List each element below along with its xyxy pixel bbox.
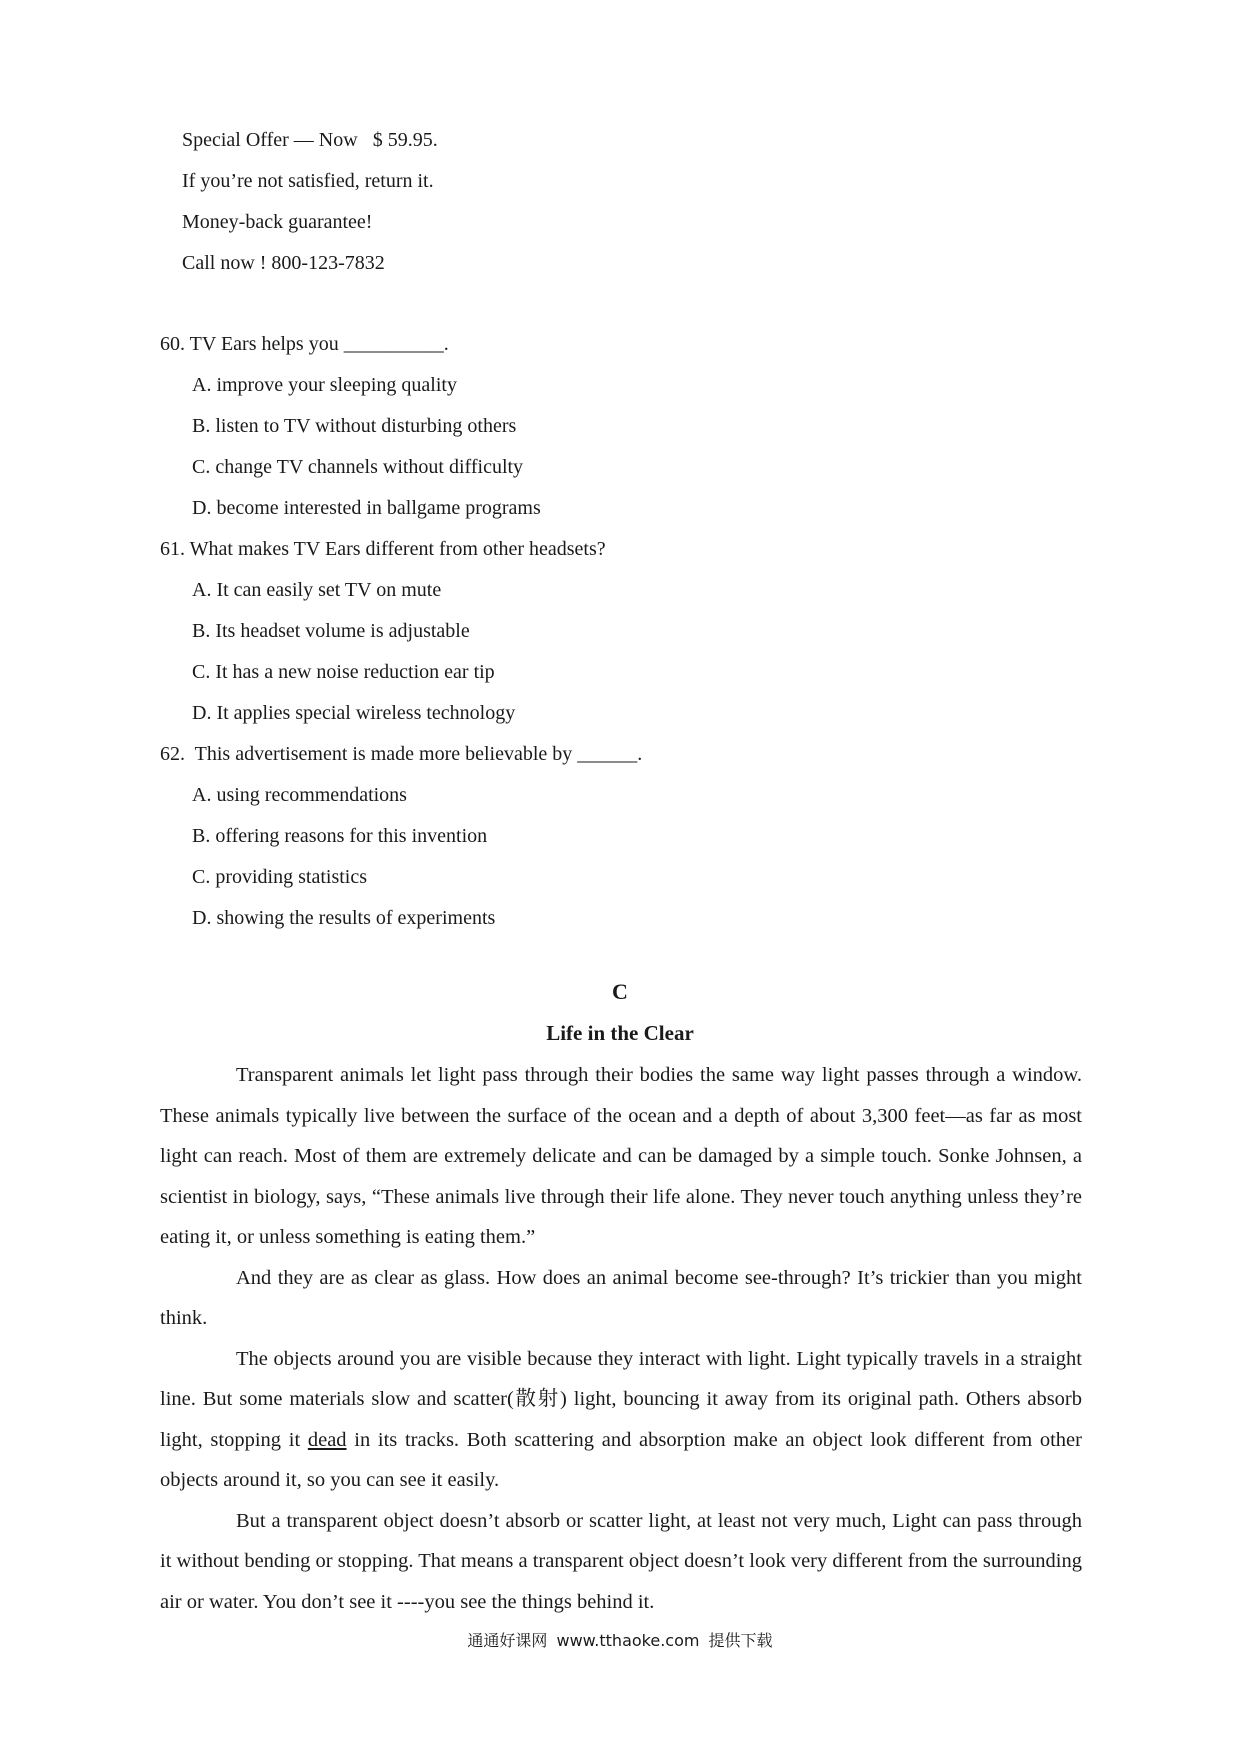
ad-offer-line: Special Offer — Now $ 59.95. xyxy=(182,129,438,151)
passage-title: Life in the Clear xyxy=(546,1021,694,1045)
section-letter: C xyxy=(612,979,628,1004)
paragraph-3-text-end: in its tracks. Both scattering and absorption make an object look different from other objects around it, so you can see it easily. xyxy=(160,1428,1082,1491)
question-60-option-a: A. improve your sleeping quality xyxy=(192,374,457,396)
question-list xyxy=(160,326,1090,941)
question-62-stem: 62. This advertisement is made more believable by ______. xyxy=(160,743,643,765)
ad-guarantee-line: Money-back guarantee! xyxy=(182,211,373,233)
question-62-option-a: A. using recommendations xyxy=(192,784,407,806)
question-62-option-d: D. showing the results of experiments xyxy=(192,907,496,929)
advertisement-block xyxy=(182,122,438,286)
reading-passage xyxy=(160,1055,1082,1622)
passage-paragraph-1: Transparent animals let light pass through their bodies the same way light passes through a window. These animals typically live between the surface of the ocean and a depth of about 3,300 feet—as far as most light can reach. Most of them are extremely delicate and can be damaged by a simple touch. Sonke Johnsen, a scientist in biology, says, “These animals live through their life alone. They never touch anything unless they’re eating it, or unless something is eating them.” xyxy=(160,1064,1082,1248)
question-61-option-b: B. Its headset volume is adjustable xyxy=(192,620,470,642)
question-62-option-b: B. offering reasons for this invention xyxy=(192,825,488,847)
ad-return-line: If you’re not satisfied, return it. xyxy=(182,170,434,192)
passage-paragraph-2: And they are as clear as glass. How does an animal become see-through? It’s trickier than you might think. xyxy=(160,1266,1082,1329)
question-61-option-c: C. It has a new noise reduction ear tip xyxy=(192,661,495,683)
question-61-stem: 61. What makes TV Ears different from other headsets? xyxy=(160,538,606,560)
question-60-option-c: C. change TV channels without difficulty xyxy=(192,456,524,478)
question-61-option-d: D. It applies special wireless technology xyxy=(192,702,516,724)
question-60-option-b: B. listen to TV without disturbing others xyxy=(192,415,517,437)
question-62-option-c: C. providing statistics xyxy=(192,866,367,888)
question-60-option-d: D. become interested in ballgame programs xyxy=(192,497,541,519)
paragraph-3-text-start: The objects around you are visible because they interact with light. Light typically travels in a straight line. But some materials slow and scatter(散射) light, bouncing it away from its original path. Others absorb light, stopping it xyxy=(160,1347,1082,1451)
page-footer: 通通好课网 www.tthaoke.com 提供下载 xyxy=(467,1631,773,1650)
question-61-option-a: A. It can easily set TV on mute xyxy=(192,579,442,601)
passage-paragraph-3 xyxy=(160,1339,1082,1501)
underlined-word-dead: dead xyxy=(307,1428,347,1451)
ad-call-line: Call now ! 800-123-7832 xyxy=(182,252,385,274)
passage-paragraph-4: But a transparent object doesn’t absorb or scatter light, at least not very much, Light can pass through it without bending or stopping. That means a transparent object doesn’t look very different from the surrounding air or water. You don’t see it ----you see the things behind it. xyxy=(160,1509,1082,1613)
question-60-stem: 60. TV Ears helps you __________. xyxy=(160,333,449,355)
